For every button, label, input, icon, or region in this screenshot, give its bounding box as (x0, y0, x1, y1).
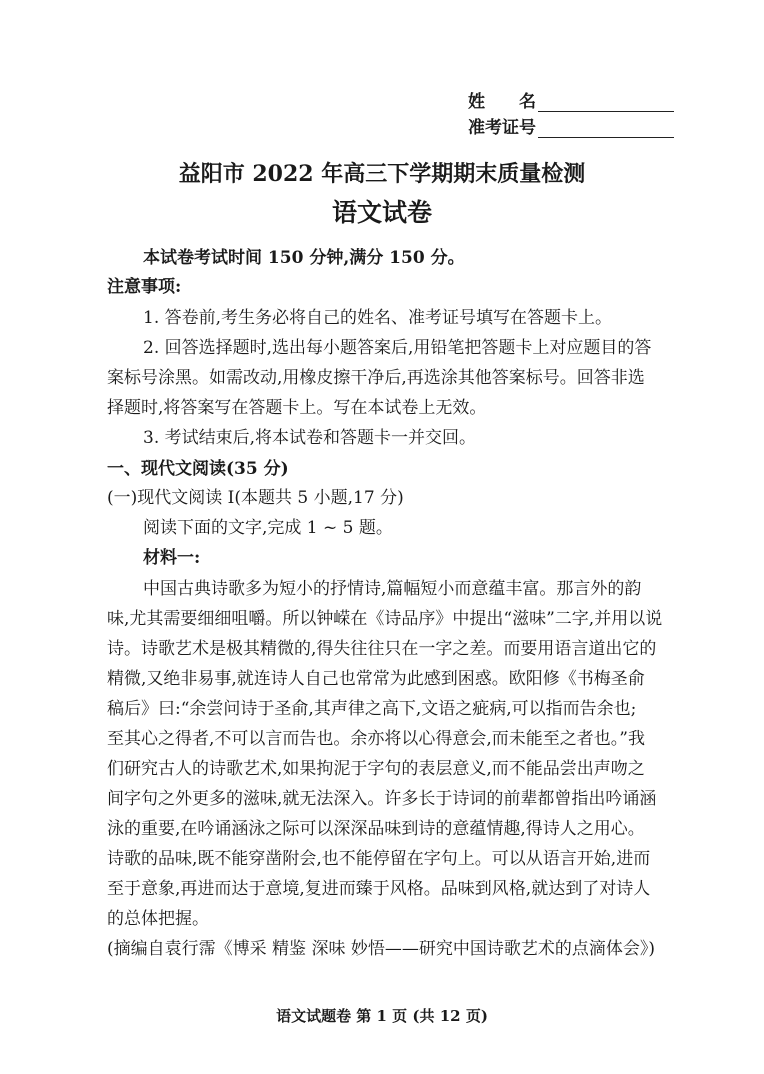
passage-line: 的总体把握。 (107, 909, 209, 929)
passage-line: 中国古典诗歌多为短小的抒情诗,篇幅短小而意蕴丰富。那言外的韵 (143, 579, 642, 599)
exam-time-info: 本试卷考试时间 150 分钟,满分 150 分。 (143, 248, 465, 268)
section-heading: 一、现代文阅读(35 分) (107, 459, 289, 479)
source-citation: (摘编自袁行霈《博采 精鉴 深味 妙悟——研究中国诗歌艺术的点滴体会》) (107, 939, 655, 959)
notice-item: 2. 回答选择题时,选出每小题答案后,用铅笔把答题卡上对应题目的答 (143, 338, 652, 358)
exam-id-field[interactable] (468, 114, 674, 138)
name-label: 姓 名 (468, 92, 536, 112)
notice-item: 案标号涂黑。如需改动,用橡皮擦干净后,再选涂其他答案标号。回答非选 (107, 368, 645, 388)
name-field[interactable] (468, 88, 674, 112)
passage-line: 稿后》曰:“余尝问诗于圣俞,其声律之高下,文语之疵病,可以指而告余也; (107, 699, 637, 719)
notice-item: 1. 答卷前,考生务必将自己的姓名、准考证号填写在答题卡上。 (143, 308, 613, 328)
instruction: 阅读下面的文字,完成 1 ~ 5 题。 (143, 518, 393, 538)
passage-line: 们研究古人的诗歌艺术,如果拘泥于字句的表层意义,而不能品尝出声吻之 (107, 759, 645, 779)
passage-line: 味,尤其需要细细咀嚼。所以钟嵘在《诗品序》中提出“滋味”二字,并用以说 (107, 609, 663, 629)
page-title: 益阳市 2022 年高三下学期期末质量检测 (178, 161, 586, 187)
subsection-heading: (一)现代文阅读 Ⅰ(本题共 5 小题,17 分) (107, 488, 404, 508)
passage-line: 诗歌的品味,既不能穿凿附会,也不能停留在字句上。可以从语言开始,进而 (107, 849, 651, 869)
notice-item: 3. 考试结束后,将本试卷和答题卡一并交回。 (143, 428, 477, 448)
passage-line: 至于意象,再进而达于意境,复进而臻于风格。品味到风格,就达到了对诗人 (107, 879, 651, 899)
name-blank[interactable] (538, 93, 674, 112)
material-label: 材料一: (143, 548, 201, 568)
exam-id-blank[interactable] (538, 119, 674, 138)
passage-line: 泳的重要,在吟诵涵泳之际可以深深品味到诗的意蕴情趣,得诗人之用心。 (107, 819, 645, 839)
passage-line: 诗。诗歌艺术是极其精微的,得失往往只在一字之差。而要用语言道出它的 (107, 639, 657, 659)
notice-item: 择题时,将答案写在答题卡上。写在本试卷上无效。 (107, 398, 487, 418)
exam-id-label: 准考证号 (468, 118, 536, 138)
page-subtitle: 语文试卷 (331, 198, 432, 227)
notice-heading: 注意事项: (107, 277, 182, 297)
passage-line: 至其心之得者,不可以言而告也。余亦将以心得意会,而未能至之者也。”我 (107, 729, 645, 749)
passage-line: 间字句之外更多的滋味,就无法深入。许多长于诗词的前辈都曾指出吟诵涵 (107, 789, 657, 809)
page-footer: 语文试题卷 第 1 页 (共 12 页) (276, 1007, 488, 1025)
passage-line: 精微,又绝非易事,就连诗人自己也常常为此感到困惑。欧阳修《书梅圣俞 (107, 669, 645, 689)
